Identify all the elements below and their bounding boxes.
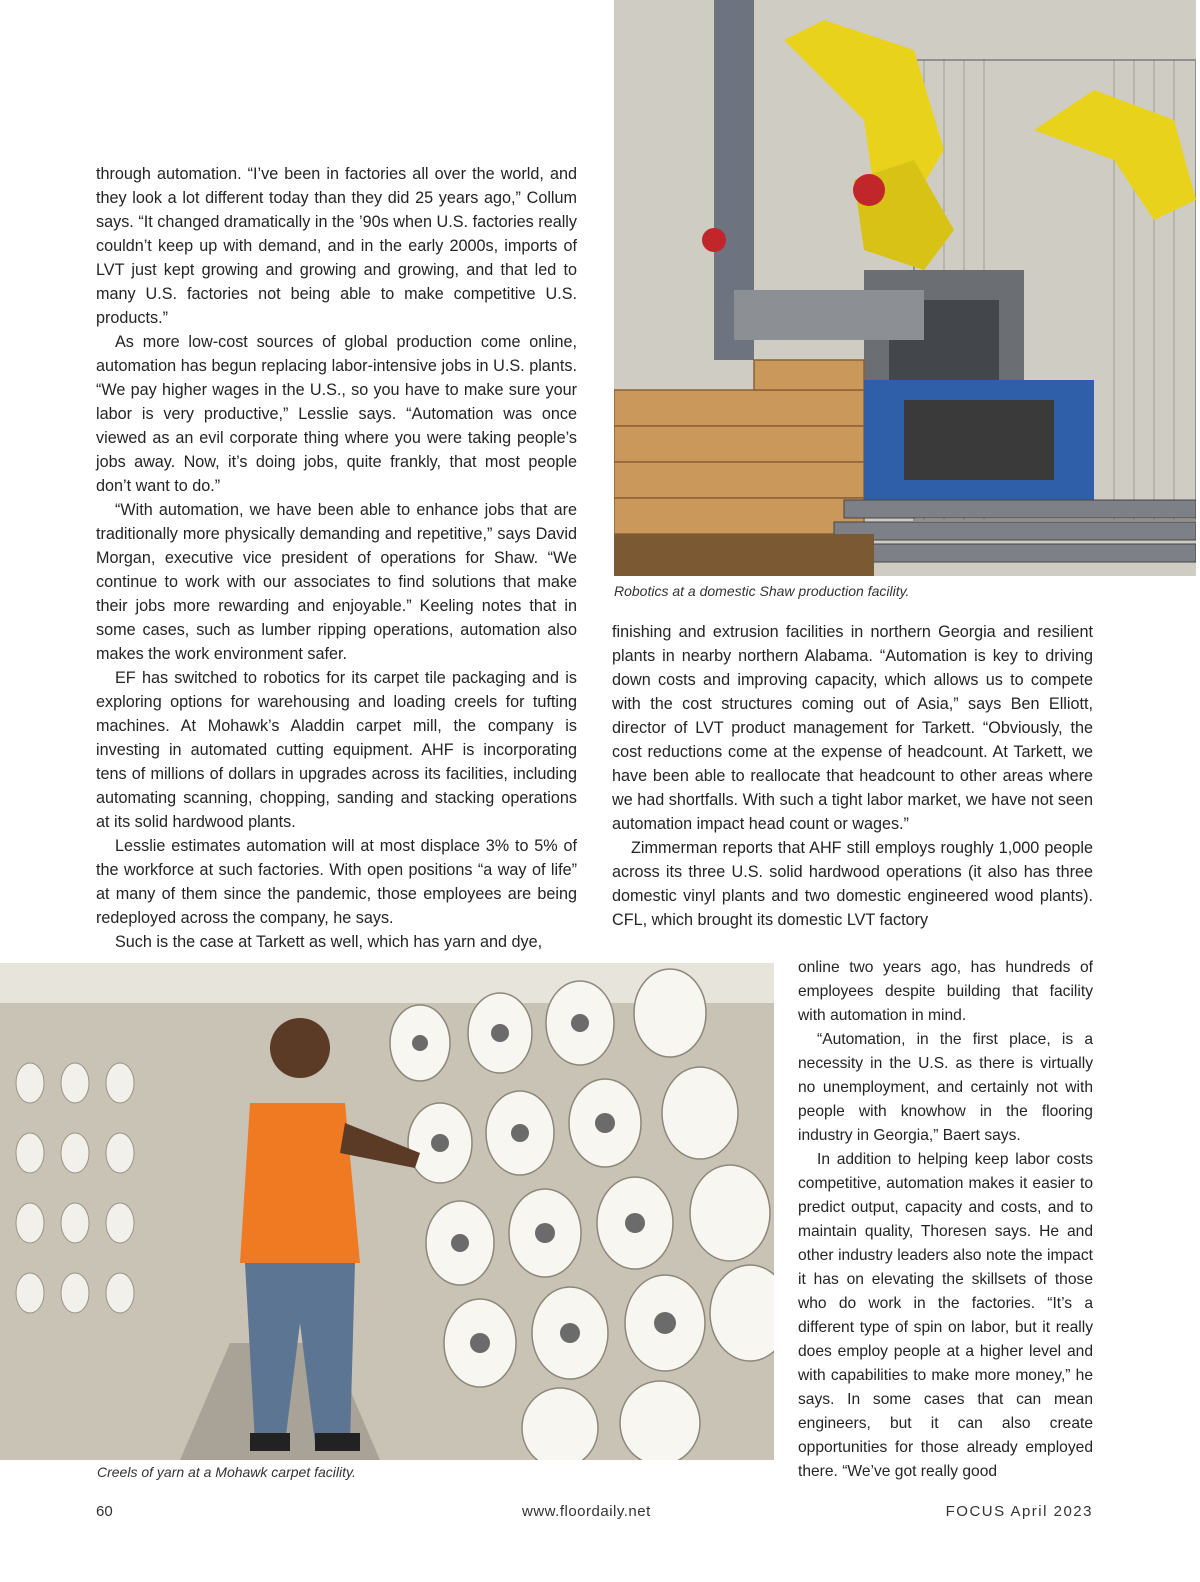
- paragraph: through automation. “I’ve been in factories all over the world, and they look a lot different today than they did 25 years ago,” Collum says. “It changed dramatically in the ’90s when U.S. factories really couldn’t keep up with demand, and in the early 2000s, imports of LVT just kept growing and growing and growing, and that led to many U.S. factories not being able to make competitive U.S. products.”: [96, 165, 577, 327]
- robot-illustration: [614, 0, 1196, 576]
- yarn-creel-photo-caption: Creels of yarn at a Mohawk carpet facility.: [97, 1464, 356, 1480]
- article-right-column-bottom: [798, 956, 1093, 1484]
- paragraph: finishing and extrusion facilities in northern Georgia and resilient plants in nearby northern Alabama. “Automation is key to driving down costs and improving capacity, which allows us to compete with the cost structures coming out of Asia,” says Ben Elliott, director of LVT product management for Tarkett. “Obviously, the cost reductions come at the expense of headcount. At Tarkett, we have been able to reallocate that headcount to other areas where we had shortfalls. With such a tight labor market, we have not seen automation impact head count or wages.”: [612, 623, 1093, 833]
- website-link[interactable]: www.floordaily.net: [522, 1503, 651, 1520]
- paragraph: “With automation, we have been able to enhance jobs that are traditionally more physically demanding and repetitive,” says David Morgan, executive vice president of operations for Shaw. “We continue to work with our associates to find solutions that make their jobs more rewarding and enjoyable.” Keeling notes that in some cases, such as lumber ripping operations, automation also makes the work environment safer.: [96, 501, 577, 663]
- paragraph: “Automation, in the first place, is a necessity in the U.S. as there is virtually no unemployment, and certainly not with people with knowhow in the flooring industry in Georgia,” Baert says.: [798, 1031, 1093, 1144]
- paragraph: online two years ago, has hundreds of employees despite building that facility with automation in mind.: [798, 959, 1093, 1024]
- paragraph: Lesslie estimates automation will at most displace 3% to 5% of the workforce at such factories. With open positions “a way of life” at many of them since the pandemic, those employees are being redeployed across the company, he says.: [96, 837, 577, 927]
- paragraph: As more low-cost sources of global production come online, automation has begun replacing labor-intensive jobs in U.S. plants. “We pay higher wages in the U.S., so you have to make sure your labor is very productive,” Lesslie says. “Automation was once viewed as an evil corporate thing where you were taking people’s jobs away. Now, it’s doing jobs, quite frankly, that most people don’t want to do.”: [96, 333, 577, 495]
- issue-label: FOCUS April 2023: [945, 1503, 1093, 1520]
- paragraph: Zimmerman reports that AHF still employs roughly 1,000 people across its three U.S. solid hardwood operations (it also has three domestic vinyl plants and two domestic engineered wood plants). CFL, which brought its domestic LVT factory: [612, 839, 1093, 929]
- paragraph: Such is the case at Tarkett as well, which has yarn and dye,: [115, 933, 543, 951]
- article-left-column: [96, 162, 577, 954]
- robotics-photo-caption: Robotics at a domestic Shaw production facility.: [614, 583, 910, 599]
- article-right-column-top: [612, 620, 1093, 932]
- paragraph: In addition to helping keep labor costs competitive, automation makes it easier to predict output, capacity and costs, and to maintain quality, Thoresen says. He and other industry leaders also note the impact it has on elevating the skillsets of those who do work in the factories. “It’s a different type of spin on labor, but it really does employ people at a higher level and with capabilities to make more money,” he says. In some cases that can mean engineers, but it can also create opportunities for those already employed there. “We’ve got really good: [798, 1151, 1093, 1480]
- page-number: 60: [96, 1503, 113, 1520]
- yarn-creel-photo: [0, 963, 774, 1460]
- robotics-photo: [614, 0, 1196, 576]
- paragraph: EF has switched to robotics for its carpet tile packaging and is exploring options for warehousing and loading creels for tufting machines. At Mohawk’s Aladdin carpet mill, the company is investing in automated cutting equipment. AHF is incorporating tens of millions of dollars in upgrades across its facilities, including automating scanning, chopping, sanding and stacking operations at its solid hardwood plants.: [96, 669, 577, 831]
- creel-illustration: [0, 963, 774, 1460]
